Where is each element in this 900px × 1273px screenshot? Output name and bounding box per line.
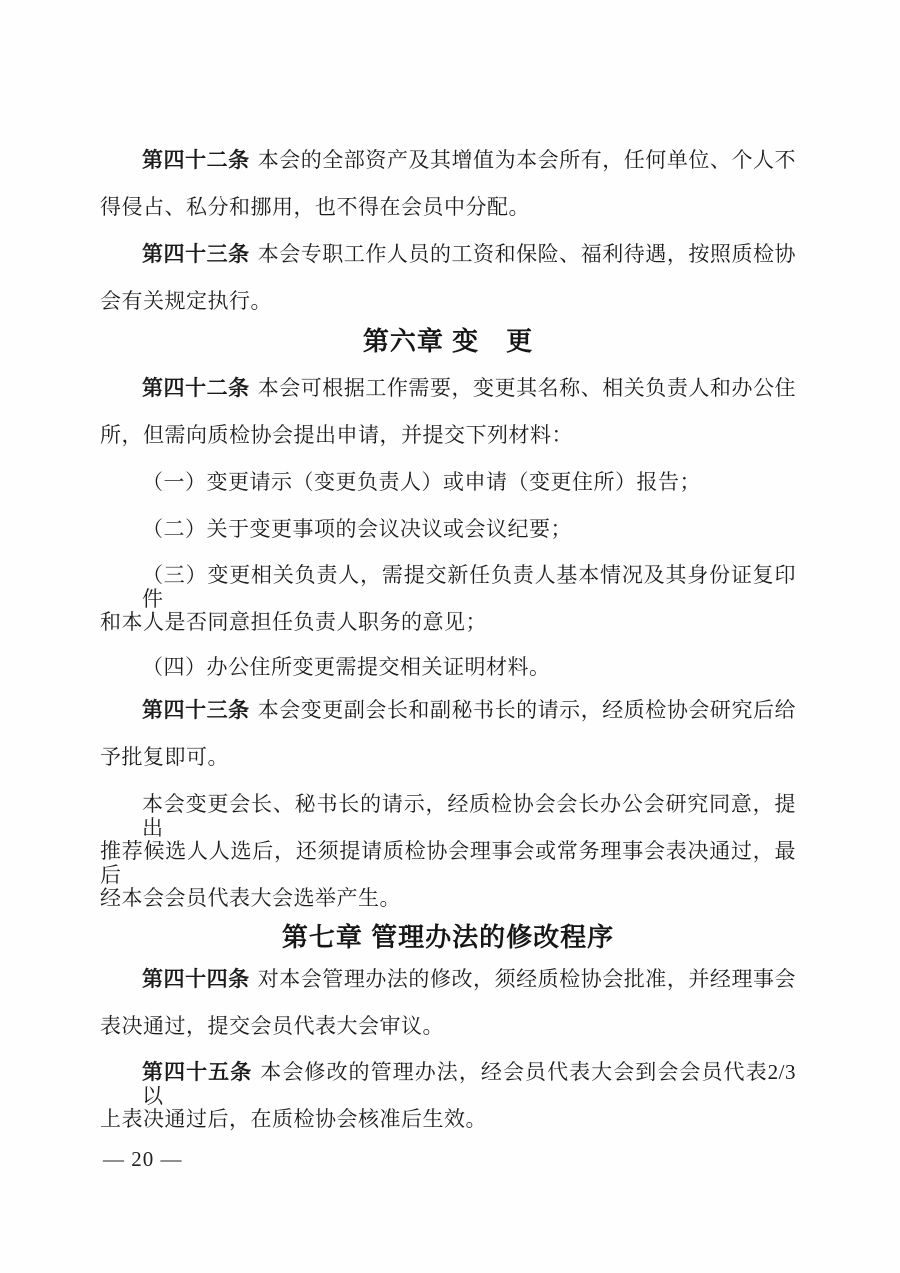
list-item-line bbox=[100, 470, 838, 494]
line-text: 所，但需向质检协会提出申请，并提交下列材料： bbox=[100, 423, 573, 447]
article-number: 第四十四条 bbox=[142, 967, 250, 991]
article-line bbox=[100, 195, 796, 219]
line-text: 和本人是否同意担任负责人职务的意见； bbox=[100, 610, 487, 634]
chapter-7-heading: 第七章 管理办法的修改程序 bbox=[281, 922, 615, 952]
list-item-line bbox=[100, 563, 796, 611]
article-number: 第四十五条 bbox=[142, 1060, 253, 1084]
article-line bbox=[100, 423, 796, 447]
line-text: 经本会会员代表大会选举产生。 bbox=[100, 886, 401, 910]
list-item-line bbox=[100, 655, 838, 679]
article-line bbox=[100, 967, 796, 991]
article-number: 第四十三条 bbox=[142, 698, 250, 722]
article-line bbox=[100, 1060, 796, 1108]
line-text: 上表决通过后，在质检协会核准后生效。 bbox=[100, 1107, 487, 1131]
line-text: （四）办公住所变更需提交相关证明材料。 bbox=[142, 655, 551, 679]
article-line bbox=[100, 289, 796, 313]
line-text: 本会专职工作人员的工资和保险、福利待遇，按照质检协 bbox=[257, 242, 797, 266]
article-line bbox=[100, 242, 796, 266]
article-line bbox=[100, 839, 796, 887]
article-line bbox=[100, 376, 796, 400]
article-line bbox=[100, 698, 796, 722]
list-item-line bbox=[100, 517, 838, 541]
line-text: 会有关规定执行。 bbox=[100, 289, 272, 313]
article-line bbox=[100, 148, 796, 172]
line-text: （一）变更请示（变更负责人）或申请（变更住所）报告； bbox=[142, 470, 701, 494]
line-text: （二）关于变更事项的会议决议或会议纪要； bbox=[142, 517, 572, 541]
line-text: 本会可根据工作需要，变更其名称、相关负责人和办公住 bbox=[257, 376, 797, 400]
line-text: 表决通过，提交会员代表大会审议。 bbox=[100, 1014, 444, 1038]
article-line bbox=[100, 792, 796, 840]
article-number: 第四十二条 bbox=[142, 376, 250, 400]
article-line bbox=[100, 1107, 796, 1131]
article-number: 第四十二条 bbox=[142, 148, 250, 172]
line-text: 予批复即可。 bbox=[100, 745, 229, 769]
line-text: 本会的全部资产及其增值为本会所有，任何单位、个人不 bbox=[257, 148, 797, 172]
line-text: 得侵占、私分和挪用，也不得在会员中分配。 bbox=[100, 195, 530, 219]
line-text: 本会修改的管理办法，经会员代表大会到会会员代表2/3以 bbox=[142, 1060, 796, 1109]
line-text: 本会变更副会长和副秘书长的请示，经质检协会研究后给 bbox=[257, 698, 797, 722]
page-number-footer: — 20 — bbox=[103, 1147, 183, 1171]
article-line bbox=[100, 886, 796, 910]
article-line bbox=[100, 1014, 796, 1038]
article-number: 第四十三条 bbox=[142, 242, 250, 266]
line-text: （三）变更相关负责人，需提交新任负责人基本情况及其身份证复印件 bbox=[142, 563, 796, 612]
line-text: 本会变更会长、秘书长的请示，经质检协会会长办公会研究同意，提出 bbox=[142, 792, 796, 841]
line-text: 推荐候选人人选后，还须提请质检协会理事会或常务理事会表决通过，最后 bbox=[100, 839, 796, 888]
list-item-line bbox=[100, 610, 796, 634]
line-text: 对本会管理办法的修改，须经质检协会批准，并经理事会 bbox=[257, 967, 797, 991]
article-line bbox=[100, 745, 796, 769]
chapter-6-heading: 第六章 变 更 bbox=[362, 326, 534, 356]
